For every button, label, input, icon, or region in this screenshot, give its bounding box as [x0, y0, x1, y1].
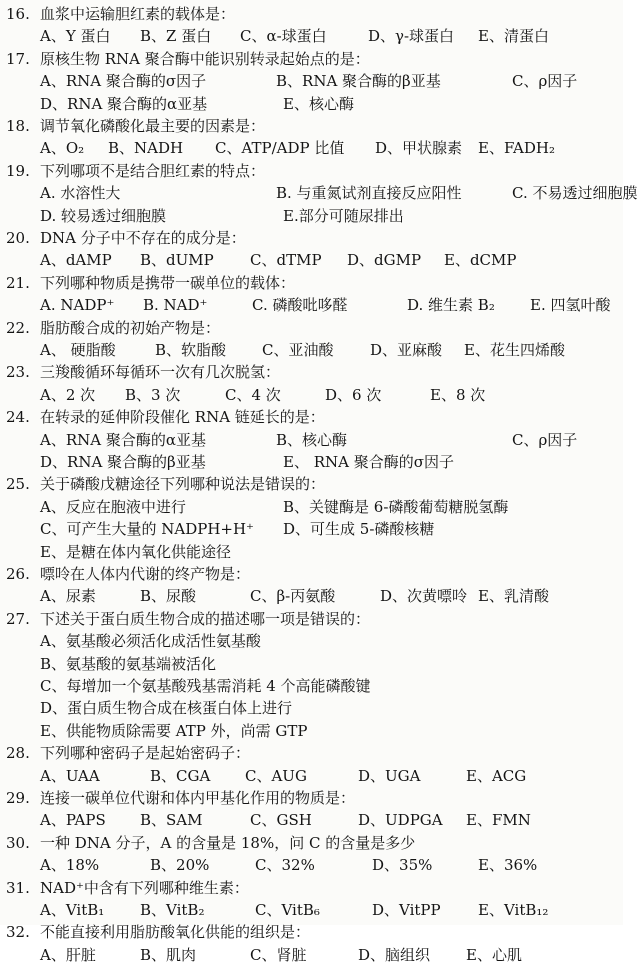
answer-option: C、VitB₆ — [255, 901, 320, 919]
option-line — [0, 205, 623, 227]
option-line — [0, 93, 623, 115]
answer-option: A、Y 蛋白 — [40, 27, 111, 46]
answer-option: D、VitPP — [372, 901, 441, 919]
option-line — [0, 720, 623, 742]
answer-option: C、可产生大量的 NADPH+H⁺ — [40, 520, 254, 539]
answer-option: C、亚油酸 — [262, 341, 334, 359]
answer-option: C、肾脏 — [250, 945, 307, 964]
question-line — [6, 877, 249, 899]
answer-option: E、乳清酸 — [478, 587, 549, 606]
answer-option: D、UDPGA — [358, 811, 443, 830]
answer-option: B. 与重氮试剂直接反应阳性 — [276, 184, 462, 203]
answer-option: D、dGMP — [347, 251, 422, 270]
answer-option: E、8 次 — [430, 385, 486, 404]
option-line — [0, 854, 623, 876]
question-line — [6, 921, 310, 943]
option-line — [0, 899, 623, 921]
question-text: NAD⁺中含有下列哪种维生素： — [40, 878, 249, 897]
question-number: 27. — [6, 609, 30, 628]
answer-option: E、是糖在体内氧化供能途径 — [40, 542, 231, 561]
question-number: 26. — [6, 565, 30, 583]
answer-option: C. 不易透过细胞膜 — [512, 184, 637, 203]
question-text: 一种 DNA 分子，A 的含量是 18%，问 C 的含量是多少 — [40, 833, 416, 852]
answer-option: E. 四氢叶酸 — [530, 296, 611, 315]
answer-option: B、CGA — [150, 766, 211, 785]
question-number: 17. — [6, 49, 30, 68]
question-number: 18. — [6, 117, 30, 135]
question-line — [6, 361, 280, 383]
answer-option: B、dUMP — [140, 251, 214, 270]
answer-option: D、UGA — [358, 766, 421, 785]
answer-option: C、每增加一个氨基酸残基需消耗 4 个高能磷酸键 — [40, 677, 371, 695]
question-text: 脂肪酸合成的初始产物是： — [40, 318, 221, 337]
answer-option: D、6 次 — [325, 385, 382, 404]
question-text: 下列哪种密码子是起始密码子： — [40, 744, 251, 763]
answer-option: A、RNA 聚合酶的α亚基 — [40, 430, 206, 449]
option-line — [0, 585, 623, 607]
answer-option: A. NADP⁺ — [40, 296, 115, 315]
question-number: 20. — [6, 229, 30, 247]
answer-option: A、尿素 — [40, 587, 96, 606]
answer-option: C、β-丙氨酸 — [250, 587, 336, 606]
option-line — [0, 70, 623, 92]
answer-option: D、RNA 聚合酶的α亚基 — [40, 94, 208, 113]
answer-option: C、AUG — [245, 766, 307, 785]
answer-option: A、VitB₁ — [40, 901, 105, 919]
answer-option: B、20% — [150, 856, 210, 875]
answer-option: A. 水溶性大 — [40, 184, 121, 203]
question-text: 原核生物 RNA 聚合酶中能识别转录起始点的是： — [40, 49, 370, 68]
option-line — [0, 339, 623, 361]
answer-option: B、RNA 聚合酶的β亚基 — [276, 72, 441, 91]
question-text: 调节氧化磷酸化最主要的因素是： — [40, 117, 266, 135]
answer-option: A、反应在胞液中进行 — [40, 497, 186, 516]
question-line — [6, 473, 325, 495]
answer-option: E、36% — [478, 856, 538, 875]
answer-option: B、核心酶 — [276, 430, 348, 449]
answer-option: B、尿酸 — [140, 587, 197, 606]
answer-option: D、γ-球蛋白 — [368, 27, 455, 46]
question-number: 23. — [6, 363, 30, 382]
answer-option: C、ATP/ADP 比值 — [215, 139, 345, 158]
answer-option: E、核心酶 — [283, 94, 354, 113]
option-line — [0, 294, 623, 316]
option-line — [0, 675, 623, 697]
question-text: 连接一碳单位代谢和体内甲基化作用的物质是： — [40, 789, 356, 807]
question-text: 下列哪项不是结合胆红素的特点： — [40, 161, 266, 180]
answer-option: E、清蛋白 — [478, 27, 549, 46]
answer-option: E、ACG — [466, 766, 527, 785]
question-text: 下列哪种物质是携带一碳单位的载体： — [40, 273, 296, 292]
question-line — [6, 832, 415, 854]
question-line — [6, 115, 265, 137]
answer-option: A、UAA — [40, 766, 100, 785]
answer-option: A、氨基酸必须活化成活性氨基酸 — [40, 632, 261, 651]
answer-option: E.部分可随尿排出 — [283, 206, 404, 225]
answer-option: E、VitB₁₂ — [478, 901, 549, 919]
question-number: 30. — [6, 833, 30, 852]
answer-option: A、肝脏 — [40, 945, 96, 964]
question-number: 22. — [6, 318, 30, 337]
answer-option: E、FMN — [466, 811, 531, 830]
answer-option: B、SAM — [140, 811, 203, 830]
question-line — [6, 406, 325, 428]
answer-option: B. NAD⁺ — [143, 296, 208, 315]
question-number: 32. — [6, 923, 30, 942]
option-line — [0, 809, 623, 831]
question-line — [6, 272, 295, 294]
question-number: 25. — [6, 475, 30, 494]
answer-option: D. 较易透过细胞膜 — [40, 206, 167, 225]
question-line — [6, 563, 250, 585]
answer-option: D、甲状腺素 — [375, 139, 463, 158]
question-text: 嘌呤在人体内代谢的终产物是： — [40, 565, 251, 583]
answer-option: E、FADH₂ — [478, 139, 556, 158]
answer-option: B、肌肉 — [140, 945, 197, 964]
question-text: 血浆中运输胆红素的载体是： — [40, 5, 236, 23]
question-line — [6, 317, 220, 339]
answer-option: E、dCMP — [444, 251, 517, 270]
answer-option: B、氨基酸的氨基端被活化 — [40, 654, 217, 673]
answer-option: B、关键酶是 6-磷酸葡萄糖脱氢酶 — [283, 497, 509, 516]
question-number: 21. — [6, 273, 30, 292]
option-line — [0, 697, 623, 719]
question-number: 16. — [6, 5, 30, 23]
answer-option: B、NADH — [108, 139, 184, 158]
answer-option: A、dAMP — [40, 251, 112, 270]
option-line — [0, 518, 623, 540]
answer-option: D. 维生素 B₂ — [407, 296, 495, 315]
option-line — [0, 25, 623, 47]
answer-option: E、花生四烯酸 — [464, 341, 565, 359]
answer-option: D、脑组织 — [358, 945, 431, 964]
answer-option: D、次黄嘌呤 — [380, 587, 468, 606]
answer-option: E、 RNA 聚合酶的σ因子 — [283, 453, 454, 471]
question-line — [6, 160, 265, 182]
question-line — [6, 227, 246, 249]
question-text: 关于磷酸戊糖途径下列哪种说法是错误的： — [40, 475, 326, 494]
question-text: 下述关于蛋白质生物合成的描述哪一项是错误的： — [40, 609, 371, 628]
question-number: 24. — [6, 408, 30, 427]
question-number: 29. — [6, 789, 30, 807]
answer-option: C、ρ因子 — [512, 430, 578, 449]
answer-option: B、3 次 — [125, 385, 181, 404]
question-line — [6, 48, 370, 70]
question-line — [6, 742, 250, 764]
answer-option: A、2 次 — [40, 385, 96, 404]
answer-option: C、32% — [255, 856, 315, 875]
answer-option: E、供能物质除需要 ATP 外，尚需 GTP — [40, 721, 308, 740]
answer-option: D、35% — [372, 856, 433, 875]
question-number: 28. — [6, 744, 30, 763]
answer-option: C、4 次 — [225, 385, 281, 404]
answer-option: A、O₂ — [40, 139, 85, 158]
answer-option: B、VitB₂ — [140, 901, 205, 919]
answer-option: D、亚麻酸 — [370, 341, 443, 359]
option-line — [0, 944, 623, 966]
answer-option: B、Z 蛋白 — [140, 27, 212, 46]
answer-option: C、GSH — [250, 811, 312, 830]
option-line — [0, 496, 623, 518]
option-line — [0, 429, 623, 451]
answer-option: A、 硬脂酸 — [40, 341, 116, 359]
option-line — [0, 541, 623, 563]
answer-option: E、心肌 — [466, 945, 522, 964]
question-text: DNA 分子中不存在的成分是： — [40, 229, 246, 247]
option-line — [0, 765, 623, 787]
answer-option: A、18% — [40, 856, 100, 875]
question-number: 19. — [6, 161, 30, 180]
option-line — [0, 137, 623, 159]
option-line — [0, 630, 623, 652]
answer-option: A、RNA 聚合酶的σ因子 — [40, 72, 207, 91]
option-line — [0, 249, 623, 271]
question-line — [6, 787, 355, 809]
answer-option: C、dTMP — [250, 251, 322, 270]
answer-option: D、RNA 聚合酶的β亚基 — [40, 453, 206, 471]
question-number: 31. — [6, 878, 30, 897]
option-line — [0, 451, 623, 473]
option-line — [0, 384, 623, 406]
question-text: 在转录的延伸阶段催化 RNA 链延长的是： — [40, 408, 325, 427]
answer-option: A、PAPS — [40, 811, 106, 830]
question-line — [6, 3, 235, 25]
answer-option: B、软脂酸 — [155, 341, 227, 359]
option-line — [0, 182, 637, 204]
option-line — [0, 653, 623, 675]
question-line — [6, 608, 370, 630]
answer-option: C、ρ因子 — [512, 72, 578, 91]
answer-option: C、α-球蛋白 — [240, 27, 327, 46]
question-text: 三羧酸循环每循环一次有几次脱氢： — [40, 363, 281, 382]
answer-option: D、可生成 5-磷酸核糖 — [283, 520, 435, 539]
question-text: 不能直接利用脂肪酸氧化供能的组织是： — [40, 923, 311, 942]
answer-option: C. 磷酸吡哆醛 — [252, 296, 348, 315]
answer-option: D、蛋白质生物合成在核蛋白体上进行 — [40, 699, 293, 718]
